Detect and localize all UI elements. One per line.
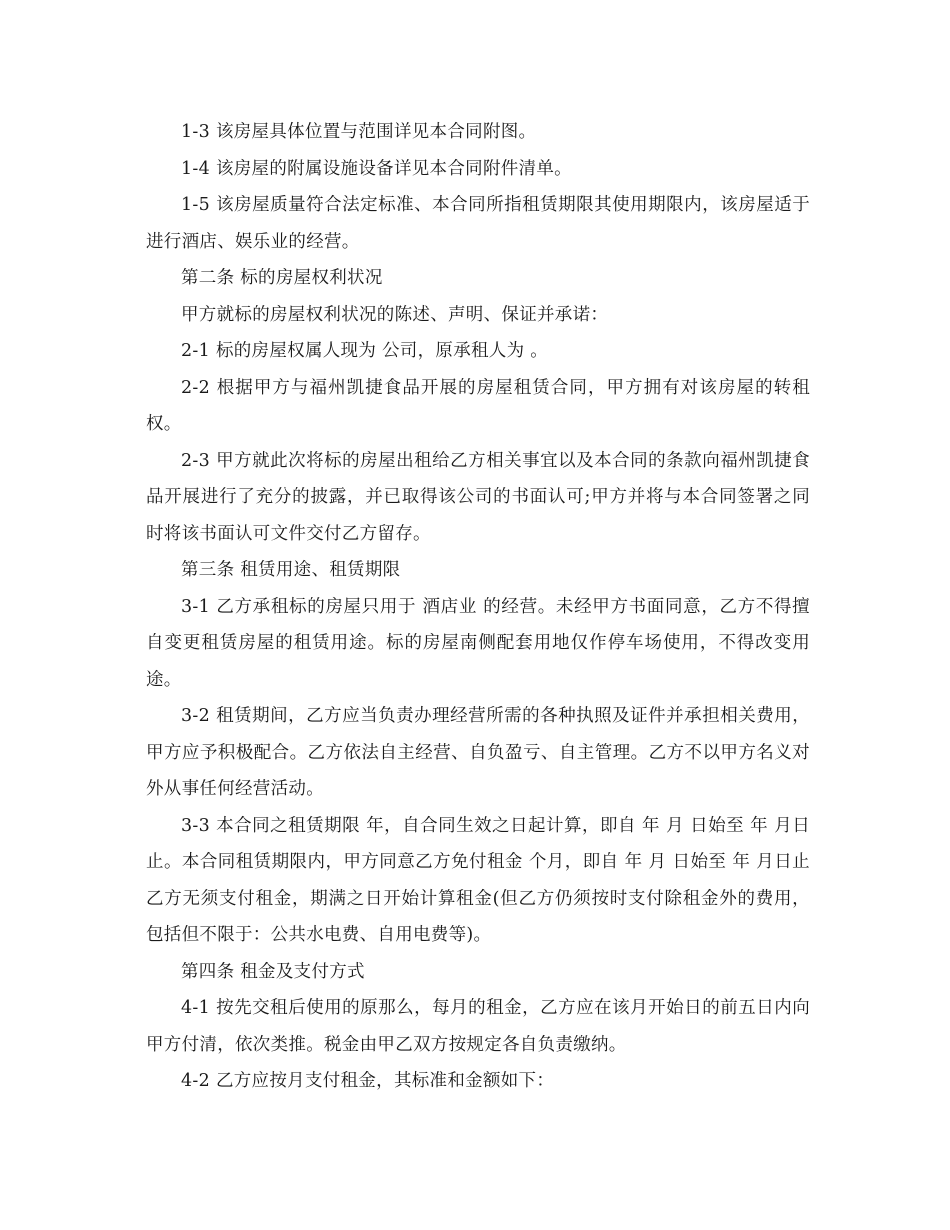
clause-4-1: 4-1 按先交租后使用的原那么，每月的租金，乙方应在该月开始日的前五日内向甲方付清，依次类推。税金由甲乙双方按规定各自负责缴纳。 [146,998,810,1055]
document-body [146,114,810,1100]
clause-3-1: 3-1 乙方承租标的房屋只用于 酒店业 的经营。未经甲方书面同意，乙方不得擅自变更租赁房屋的租赁用途。标的房屋南侧配套用地仅作停车场使用，不得改变用途。 [146,596,810,690]
article-2-intro: 甲方就标的房屋权利状况的陈述、声明、保证并承诺： [181,304,609,325]
article-2-heading: 第二条 标的房屋权利状况 [181,268,383,288]
article-4-heading: 第四条 租金及支付方式 [181,961,365,982]
clause-1-4: 1-4 该房屋的附属设施设备详见本合同附件清单。 [181,158,572,179]
clause-2-2: 2-2 根据甲方与福州凯捷食品开展的房屋租赁合同，甲方拥有对该房屋的转租权。 [146,377,810,434]
clause-2-1: 2-1 标的房屋权属人现为 公司，原承租人为 。 [181,341,549,361]
clause-1-3: 1-3 该房屋具体位置与范围详见本合同附图。 [181,122,537,142]
clause-3-3: 3-3 本合同之租赁期限 年，自合同生效之日起计算，即自 年 月 日始至 年 月日止。本合同租赁期限内，甲方同意乙方免付租金 个月，即自 年 月 日始至 年 月日止乙方无须支付租金，期满之日开始计算租金(但乙方仍须按时支付除租金外的费用，包括但不限于：公共水电费、自用电费等)。 [146,815,810,945]
clause-1-5: 1-5 该房屋质量符合法定标准、本合同所指租赁期限其使用期限内，该房屋适于进行酒店、娱乐业的经营。 [146,195,810,252]
clause-4-2: 4-2 乙方应按月支付租金，其标准和金额如下： [181,1071,555,1091]
clause-3-2: 3-2 租赁期间，乙方应当负责办理经营所需的各种执照及证件并承担相关费用，甲方应予积极配合。乙方依法自主经营、自负盈亏、自主管理。乙方不以甲方名义对外从事任何经营活动。 [146,706,810,799]
clause-2-3: 2-3 甲方就此次将标的房屋出租给乙方相关事宜以及本合同的条款向福州凯捷食品开展进行了充分的披露，并已取得该公司的书面认可;甲方并将与本合同签署之同时将该书面认可文件交付乙方留存。 [146,450,810,544]
article-3-heading: 第三条 租赁用途、租赁期限 [181,560,401,580]
